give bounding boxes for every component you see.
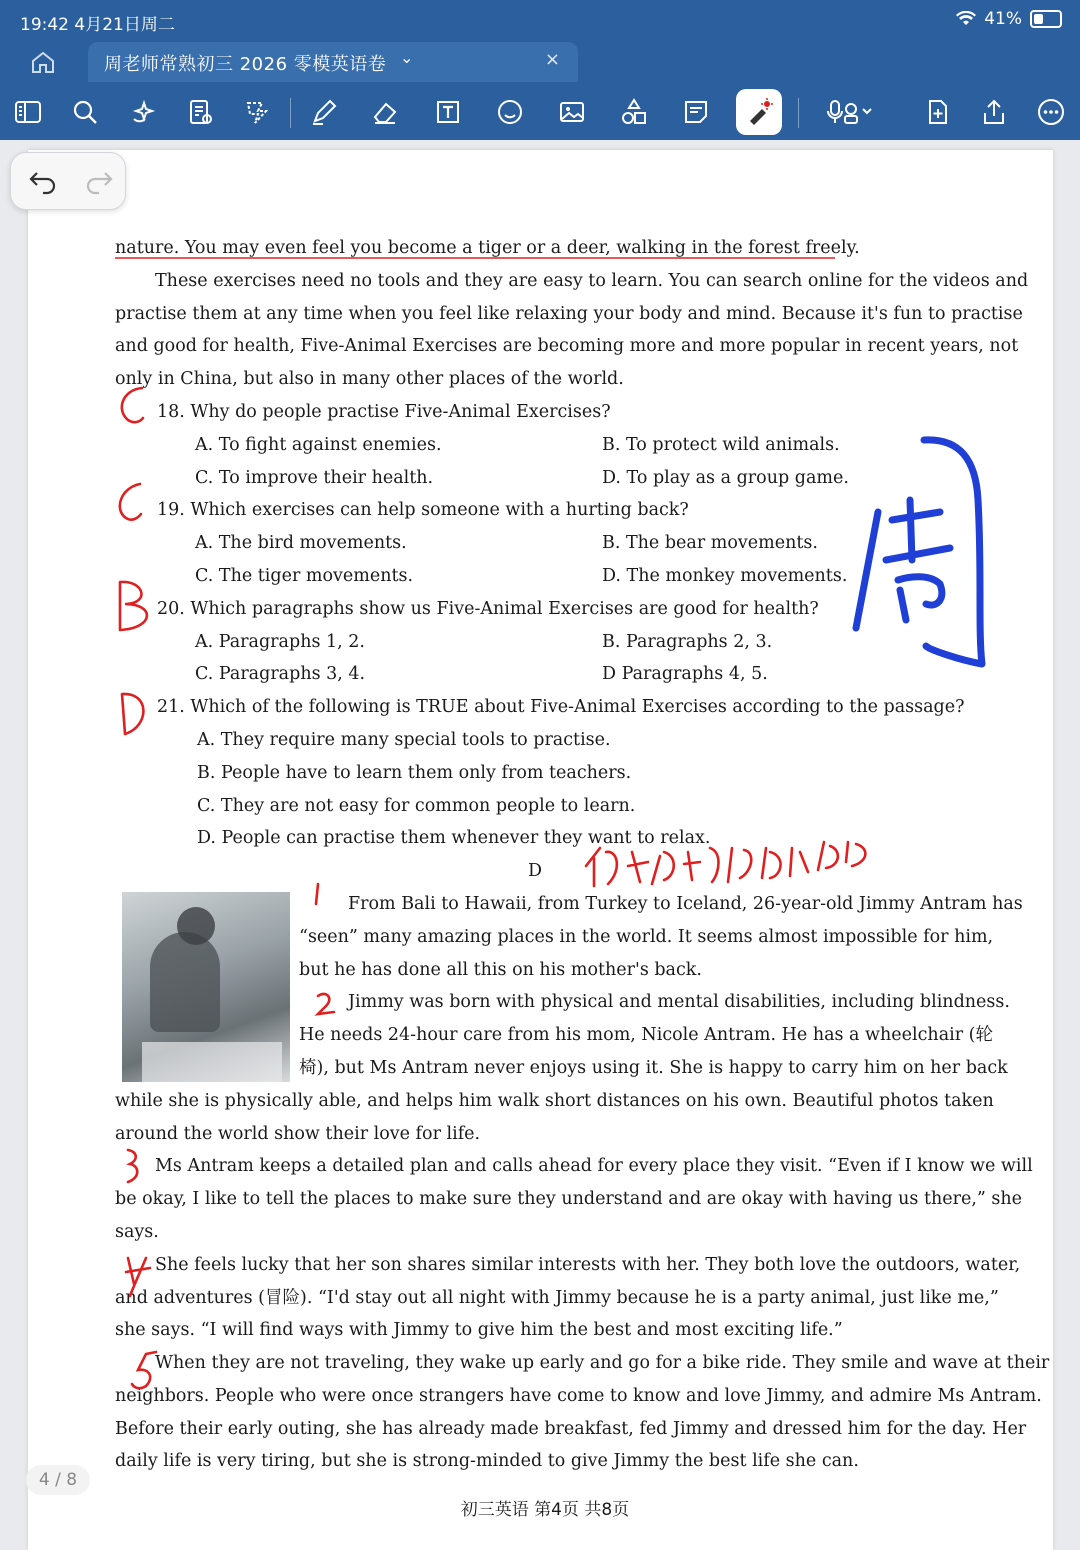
section-heading-d: D (527, 861, 543, 882)
image-icon[interactable] (552, 92, 592, 132)
q19-option-b: B. The bear movements. (602, 533, 818, 554)
mother-carrying-son-photo (122, 892, 290, 1082)
p4-line: and adventures (冒险). “I'd stay out all night with Jimmy because he is a party animal, just like me,” (115, 1287, 999, 1308)
p4-line: She feels lucky that her son shares similar interests with her. They both love the outdoors, water, (155, 1254, 1021, 1275)
battery-percent: 41% (984, 9, 1022, 29)
page-indicator[interactable]: 4 / 8 (26, 1465, 90, 1495)
wifi-icon (956, 11, 976, 27)
question-20-stem: 20. Which paragraphs show us Five-Animal Exercises are good for health? (157, 598, 819, 619)
p5-line: When they are not traveling, they wake up early and go for a bike ride. They smile and wave at their (155, 1353, 1050, 1374)
tab-bar (0, 42, 1080, 82)
note-icon[interactable] (676, 92, 716, 132)
question-18-stem: 18. Why do people practise Five-Animal Exercises? (157, 401, 611, 422)
q19-option-a: A. The bird movements. (195, 533, 407, 554)
p3-line: says. (115, 1221, 159, 1242)
p2-line: around the world show their love for life. (115, 1123, 481, 1144)
question-19-stem: 19. Which exercises can help someone with a hurting back? (157, 500, 689, 521)
p2-line: 椅), but Ms Antram never enjoys using it. She is happy to carry him on her back (299, 1057, 1008, 1078)
p5-line: Before their early outing, she has already made breakfast, fed Jimmy and dressed him for the day. Her (115, 1418, 1027, 1439)
q19-option-d: D. The monkey movements. (602, 565, 848, 586)
q19-option-c: C. The tiger movements. (195, 565, 414, 586)
q21-option-a: A. They require many special tools to practise. (197, 729, 611, 750)
add-page-icon[interactable] (918, 92, 958, 132)
q21-option-d: D. People can practise them whenever they want to relax. (197, 828, 711, 849)
chevron-down-icon[interactable]: ⌄ (400, 48, 414, 67)
q18-option-b: B. To protect wild animals. (602, 434, 840, 455)
toolbar-divider (290, 98, 291, 128)
lasso-icon[interactable] (238, 92, 278, 132)
p1-line: but he has done all this on his mother's back. (299, 959, 702, 980)
p4-line: she says. “I will find ways with Jimmy to give him the best and most exciting life.” (115, 1320, 843, 1341)
text-line: and good for health, Five-Animal Exercises are becoming more and more popular in recent years, not (115, 336, 1019, 357)
battery-icon (1030, 10, 1062, 28)
status-right (956, 9, 1062, 29)
undo-icon[interactable] (27, 165, 59, 197)
status-bar (0, 0, 1080, 40)
q20-option-d: D Paragraphs 4, 5. (602, 664, 768, 685)
p2-line: while she is physically able, and helps him walk short distances on his own. Beautiful photos taken (115, 1090, 994, 1111)
document-tab[interactable] (88, 42, 578, 82)
p5-line: neighbors. People who were once strangers have come to know and love Jimmy, and admire Ms Antram. (115, 1385, 1042, 1406)
sticker-icon[interactable] (490, 92, 530, 132)
toolbar-divider (798, 98, 799, 128)
shapes-icon[interactable] (614, 92, 654, 132)
home-icon[interactable] (30, 50, 56, 74)
p1-line: “seen” many amazing places in the world. It seems almost impossible for him, (299, 926, 994, 947)
document-page[interactable] (28, 150, 1053, 1550)
q21-option-c: C. They are not easy for common people to learn. (197, 795, 636, 816)
app-header (0, 0, 1080, 140)
q20-option-c: C. Paragraphs 3, 4. (195, 664, 366, 685)
q20-option-b: B. Paragraphs 2, 3. (602, 631, 773, 652)
q18-option-c: C. To improve their health. (195, 467, 434, 488)
p5-line: daily life is very tiring, but she is strong-minded to give Jimmy the best life she can. (115, 1451, 859, 1472)
close-icon[interactable]: × (544, 49, 560, 70)
p1-line: From Bali to Hawaii, from Turkey to Iceland, 26-year-old Jimmy Antram has (348, 893, 1023, 914)
redo-icon[interactable] (83, 165, 115, 197)
undo-redo-panel (10, 152, 126, 210)
p2-line: Jimmy was born with physical and mental disabilities, including blindness. (348, 992, 1010, 1013)
p3-line: be okay, I like to tell the places to make sure they understand and are okay with having us there,” she (115, 1189, 1023, 1210)
tab-title: 周老师常熟初三 2026 零模英语卷 (104, 54, 387, 75)
textbox-icon[interactable] (428, 92, 468, 132)
page-footer: 初三英语 第4页 共8页 (460, 1500, 630, 1520)
q18-option-a: A. To fight against enemies. (195, 434, 442, 455)
pen-icon[interactable] (304, 92, 344, 132)
q20-option-a: A. Paragraphs 1, 2. (195, 631, 365, 652)
share-icon[interactable] (974, 92, 1014, 132)
q18-option-d: D. To play as a group game. (602, 467, 849, 488)
document-scan-icon[interactable] (180, 92, 220, 132)
laser-pointer-icon[interactable] (736, 89, 782, 135)
question-21-stem: 21. Which of the following is TRUE about Five-Animal Exercises according to the passage? (157, 697, 965, 718)
text-line: These exercises need no tools and they are easy to learn. You can search online for the videos and (155, 270, 1029, 291)
text-line: practise them at any time when you feel like relaxing your body and mind. Because it's fun to practise (115, 303, 1023, 324)
p3-line: Ms Antram keeps a detailed plan and calls ahead for every place they visit. “Even if I know we will (155, 1156, 1033, 1177)
ai-sparkle-icon[interactable] (124, 92, 164, 132)
toolbar (0, 84, 1080, 140)
text-line: only in China, but also in many other places of the world. (115, 369, 624, 390)
eraser-icon[interactable] (365, 92, 405, 132)
search-icon[interactable] (65, 92, 105, 132)
sidebar-icon[interactable] (8, 92, 48, 132)
q21-option-b: B. People have to learn them only from teachers. (197, 762, 632, 783)
status-time: 19:42 4月21日周二 (20, 15, 175, 35)
text-line: nature. You may even feel you become a tiger or a deer, walking in the forest freely. (115, 238, 860, 258)
p2-line: He needs 24-hour care from his mom, Nicole Antram. He has a wheelchair (轮 (299, 1025, 993, 1046)
more-icon[interactable] (1031, 92, 1071, 132)
audio-record-icon[interactable] (818, 92, 880, 132)
exam-text (115, 232, 1050, 1520)
